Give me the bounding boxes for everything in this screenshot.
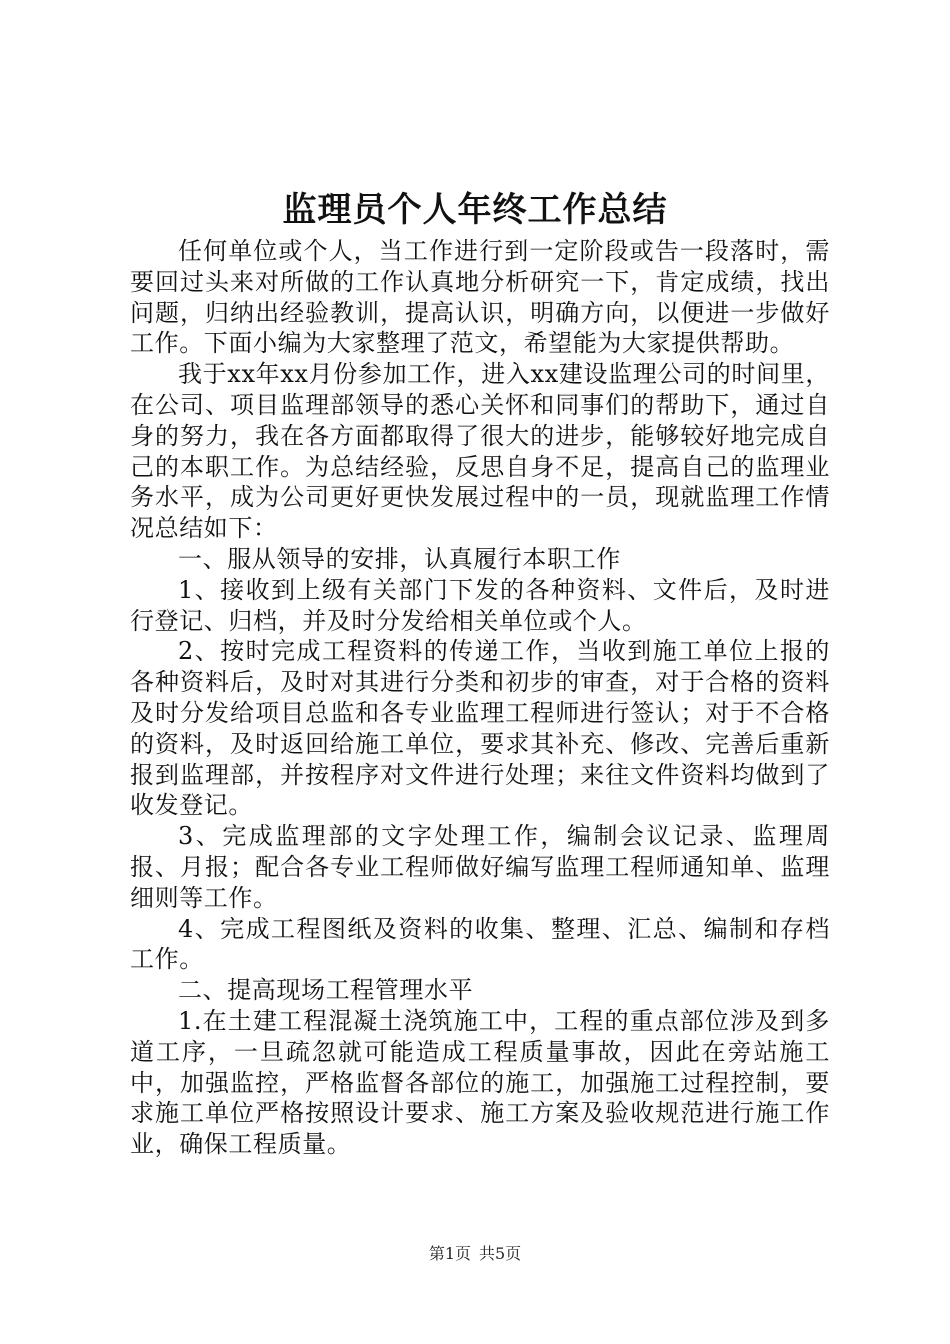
paragraph-item-2: 2、按时完成工程资料的传递工作，当收到施工单位上报的各种资料后，及时对其进行分类和初步的审查，对于合格的资料及时分发给项目总监和各专业监理工程师进行签认；对于不合格的资料，及时返回给施工单位，要求其补充、修改、完善后重新报到监理部，并按程序对文件进行处理；来往文件资料均做到了收发登记。 — [130, 637, 830, 820]
paragraph-intro: 任何单位或个人，当工作进行到一定阶段或告一段落时，需要回过头来对所做的工作认真地分析研究一下，肯定成绩，找出问题，归纳出经验教训，提高认识，明确方向，以便进一步做好工作。下面小编为大家整理了范文，希望能为大家提供帮助。 — [130, 237, 830, 358]
section-heading-2: 二、提高现场工程管理水平 — [178, 976, 474, 1005]
page-number: 第1页 — [428, 1244, 471, 1263]
page-footer — [0, 1243, 950, 1265]
paragraph-item-1: 1、接收到上级有关部门下发的各种资料、文件后，及时进行登记、归档，并及时分发给相关单位或个人。 — [130, 575, 830, 635]
paragraph-item-4: 4、完成工程图纸及资料的收集、整理、汇总、编制和存档工作。 — [130, 914, 830, 974]
page-total: 共5页 — [479, 1244, 522, 1263]
document-body — [130, 236, 830, 1160]
paragraph-background: 我于xx年xx月份参加工作，进入xx建设监理公司的时间里，在公司、项目监理部领导的悉心关怀和同事们的帮助下，通过自身的努力，我在各方面都取得了很大的进步，能够较好地完成自己的本职工作。为总结经验，反思自身不足，提高自己的监理业务水平，成为公司更好更快发展过程中的一员，现就监理工作情况总结如下： — [130, 360, 830, 543]
paragraph-item-3: 3、完成监理部的文字处理工作，编制会议记录、监理周报、月报；配合各专业工程师做好编写监理工程师通知单、监理细则等工作。 — [130, 822, 830, 912]
paragraph-site-1: 1.在土建工程混凝土浇筑施工中，工程的重点部位涉及到多道工序，一旦疏忽就可能造成工程质量事故，因此在旁站施工中，加强监控，严格监督各部位的施工，加强施工过程控制，要求施工单位严格按照设计要求、施工方案及验收规范进行施工作业，确保工程质量。 — [130, 1006, 830, 1159]
section-heading-1: 一、服从领导的安排，认真履行本职工作 — [178, 544, 621, 573]
document-title: 监理员个人年终工作总结 — [282, 190, 668, 230]
